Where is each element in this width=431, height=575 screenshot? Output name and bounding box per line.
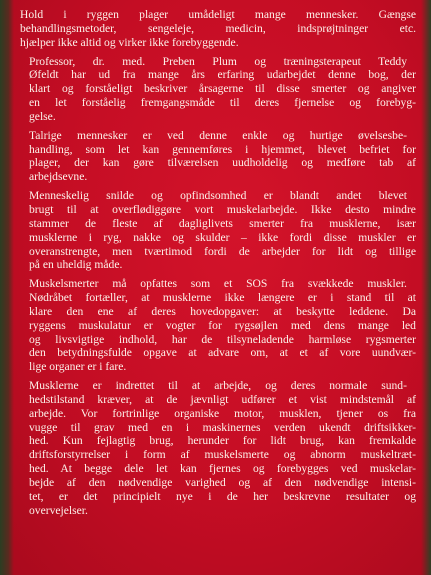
blurb-line: handling, som let kan gennemføres i hjemmet, blevet befriet for xyxy=(29,142,417,156)
blurb-line: driftsforstyrrelser i form af muskelsmerte og abnorm muskeltræt- xyxy=(29,448,416,462)
blurb-line: Hold i ryggen plager umådeligt mange mennesker. Gængse xyxy=(20,8,416,21)
blurb-line: og livsvigtige indhold, har de tilsyneladende harmløse rygsmerter xyxy=(29,332,416,346)
blurb-line: Øfeldt har ud fra mange års erfaring udarbejdet denne bog, der xyxy=(29,68,416,82)
blurb-line: brugt til at overflødiggøre vort muskelarbejde. Ikke desto mindre xyxy=(29,202,416,216)
blurb-line: bejde af den nødvendige varighed og af den nødvendige intensi- xyxy=(29,476,416,489)
blurb-line: musklerne i ryg, nakke og skulder – ikke fordi disse muskler er xyxy=(29,230,417,244)
blurb-line: hed. Kun fejlagtig brug, herunder for lidt brug, kan fremkalde xyxy=(29,434,416,448)
blurb-line: klare den ene af deres hovedopgaver: at beskytte leddene. Da xyxy=(29,304,416,318)
blurb-paragraph xyxy=(20,129,416,184)
cover-edge-left xyxy=(0,0,14,575)
blurb-line: arbejde. Vor fortrinlige organiske motor, musklen, tjener os fra xyxy=(29,406,416,420)
blurb-line: en let forståelig fremgangsmåde til deres fjernelse og forebyg- xyxy=(29,96,417,110)
blurb-line: Musklerne er indrettet til at arbejde, og deres normale sund- xyxy=(29,379,407,393)
blurb-line: stammer de fleste af dagliglivets smerter fra musklerne, især xyxy=(29,216,416,230)
blurb-line: lige organer er i fare. xyxy=(29,360,127,374)
blurb-line: Menneskelig snilde og opfindsomhed er blandt andet blevet xyxy=(29,189,408,203)
cover-edge-right xyxy=(421,0,431,575)
blurb-line: Talrige mennesker er ved denne enkle og hurtige øvelsesbe- xyxy=(29,128,407,142)
blurb-line: overanstrengte, men tværtimod fordi de arbejder for lidt og tillige xyxy=(29,244,416,258)
blurb-text xyxy=(20,8,416,523)
blurb-paragraph xyxy=(20,379,416,517)
blurb-line: vugge til grav med en i maskinernes verden ukendt driftsikker- xyxy=(29,420,416,434)
blurb-line: hed. At begge dele let kan fjernes og forebygges ved muskelar- xyxy=(29,462,417,476)
blurb-line: Muskelsmerter må opfattes som et SOS fra svækkede muskler. xyxy=(29,277,407,291)
blurb-line: arbejdsevne. xyxy=(29,170,88,184)
blurb-paragraph xyxy=(20,8,416,50)
blurb-line: overvejelser. xyxy=(29,503,88,517)
blurb-line: plager, der kan gøre tilværelsen uudholdelig og medføre tab af xyxy=(29,156,417,170)
blurb-line: tet, er det principielt nye i de her beskrevne resultater og xyxy=(29,489,417,503)
blurb-line: klart og forståeligt beskriver årsagerne til disse smerter og angiver xyxy=(29,82,417,96)
blurb-paragraph xyxy=(20,277,416,374)
blurb-paragraph xyxy=(20,189,416,272)
blurb-line: Professor, dr. med. Preben Plum og træningsterapeut Teddy xyxy=(29,54,407,68)
blurb-line: gelse. xyxy=(29,109,56,123)
blurb-line: den betydningsfulde opgave at advare om, at et af vore uundvær- xyxy=(29,346,417,360)
blurb-paragraph xyxy=(20,55,416,124)
blurb-line: ryggens muskulatur er vogter for rygsøjlen med dens mange led xyxy=(29,318,416,332)
blurb-line: hedstilstand kræver, at de jævnligt udfører et vist mindstemål af xyxy=(29,392,417,406)
blurb-line: behandlingsmetoder, sengeleje, medicin, indsprøjtninger etc. xyxy=(20,21,417,35)
blurb-line: hjælper ikke altid og virker ikke forebyggende. xyxy=(20,35,239,49)
blurb-line: på en uheldig måde. xyxy=(29,258,123,272)
blurb-line: Nødråbet fortæller, at musklerne ikke længere er i stand til at xyxy=(29,291,417,305)
